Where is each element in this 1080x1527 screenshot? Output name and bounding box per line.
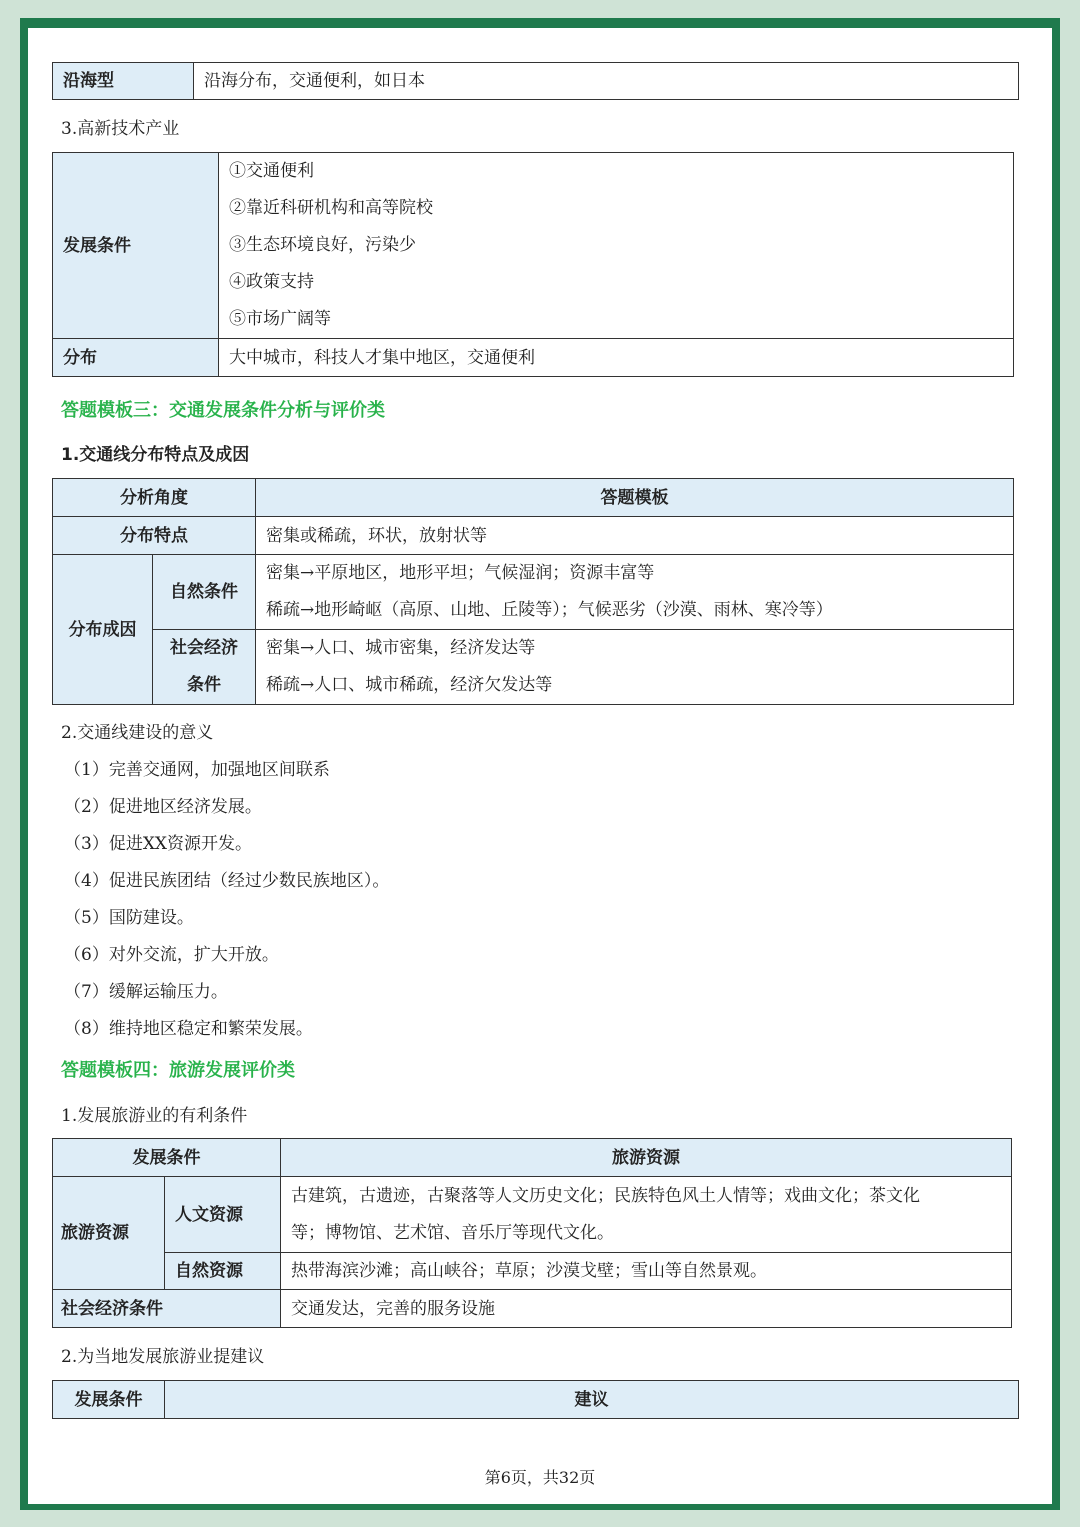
feature-value: 密集或稀疏，环状，放射状等: [256, 517, 1014, 555]
list-item: （7）缓解运输压力。: [64, 982, 228, 1002]
suggest-table: [52, 1380, 1019, 1419]
page-footer: 第6页，共32页: [484, 1468, 596, 1487]
cond-item: ⑤市场广阔等: [229, 309, 331, 329]
list-item: （3）促进XX资源开发。: [64, 834, 253, 854]
natural-line: 稀疏→地形崎岖（高原、山地、丘陵等）；气候恶劣（沙漠、雨林、寒冷等）: [266, 600, 833, 620]
transport-header-angle: 分析角度: [53, 479, 256, 517]
document-page: [28, 28, 1052, 1504]
social-cond-label: 社会经济条件: [53, 1290, 281, 1328]
list-item: （2）促进地区经济发展。: [64, 797, 262, 817]
t4-section-2-title: 2.为当地发展旅游业提建议: [61, 1347, 265, 1367]
natural-line: 密集→平原地区，地形平坦；气候湿润；资源丰富等: [266, 563, 655, 583]
social-label: [153, 630, 256, 705]
cause-label: 分布成因: [53, 555, 153, 705]
cond-item: ①交通便利: [229, 161, 314, 181]
human-line: 古建筑，古遗迹，古聚落等人文历史文化；民族特色风土人情等；戏曲文化；茶文化: [291, 1185, 920, 1206]
human-label: 人文资源: [165, 1177, 281, 1253]
list-item: （6）对外交流，扩大开放。: [64, 945, 279, 965]
coastal-table: [52, 62, 1019, 100]
transport-header-template: 答题模板: [256, 479, 1014, 517]
social-label-line: 社会经济: [170, 638, 238, 658]
hightech-table: [52, 152, 1014, 377]
t3-section-1-title: 1.交通线分布特点及成因: [61, 445, 250, 465]
hightech-dist-label: 分布: [53, 339, 219, 377]
template-3-title: 答题模板三：交通发展条件分析与评价类: [61, 400, 385, 421]
human-lines: [281, 1177, 1012, 1253]
cond-item: ②靠近科研机构和高等院校: [229, 198, 433, 218]
natural-res-label: 自然资源: [165, 1253, 281, 1290]
coastal-label: 沿海型: [53, 63, 194, 100]
tourism-header-cond: 发展条件: [53, 1139, 281, 1177]
transport-table: [52, 478, 1014, 705]
template-4-title: 答题模板四：旅游发展评价类: [61, 1060, 295, 1081]
list-item: （1）完善交通网，加强地区间联系: [64, 760, 330, 780]
coastal-value: 沿海分布，交通便利，如日本: [194, 63, 1019, 100]
tourism-table: [52, 1138, 1012, 1328]
list-item: （5）国防建设。: [64, 908, 194, 928]
tourism-header-res: 旅游资源: [281, 1139, 1012, 1177]
hightech-cond-label: 发展条件: [53, 153, 219, 339]
natural-res-value: 热带海滨沙滩；高山峡谷；草原；沙漠戈壁；雪山等自然景观。: [281, 1253, 1012, 1290]
feature-label: 分布特点: [53, 517, 256, 555]
cond-item: ③生态环境良好，污染少: [229, 235, 416, 255]
res-label: 旅游资源: [53, 1177, 165, 1290]
social-line: 稀疏→人口、城市稀疏，经济欠发达等: [266, 675, 553, 695]
natural-label: 自然条件: [153, 555, 256, 630]
t4-section-1-title: 1.发展旅游业的有利条件: [61, 1106, 248, 1126]
social-line: 密集→人口、城市密集，经济发达等: [266, 638, 536, 658]
natural-lines: [256, 555, 1014, 630]
cond-item: ④政策支持: [229, 272, 314, 292]
human-line: 等；博物馆、艺术馆、音乐厅等现代文化。: [291, 1222, 614, 1243]
suggest-header-advice: 建议: [165, 1381, 1019, 1419]
section-3-title: 3.高新技术产业: [61, 119, 180, 139]
social-lines: [256, 630, 1014, 705]
hightech-conds: [219, 153, 1014, 339]
list-item: （4）促进民族团结（经过少数民族地区）。: [64, 871, 390, 891]
social-label-line: 条件: [187, 675, 221, 695]
list-item: （8）维持地区稳定和繁荣发展。: [64, 1019, 313, 1039]
suggest-header-cond: 发展条件: [53, 1381, 165, 1419]
t3-section-2-title: 2.交通线建设的意义: [61, 723, 214, 743]
hightech-dist-value: 大中城市，科技人才集中地区，交通便利: [219, 339, 1014, 377]
social-cond-value: 交通发达，完善的服务设施: [281, 1290, 1012, 1328]
